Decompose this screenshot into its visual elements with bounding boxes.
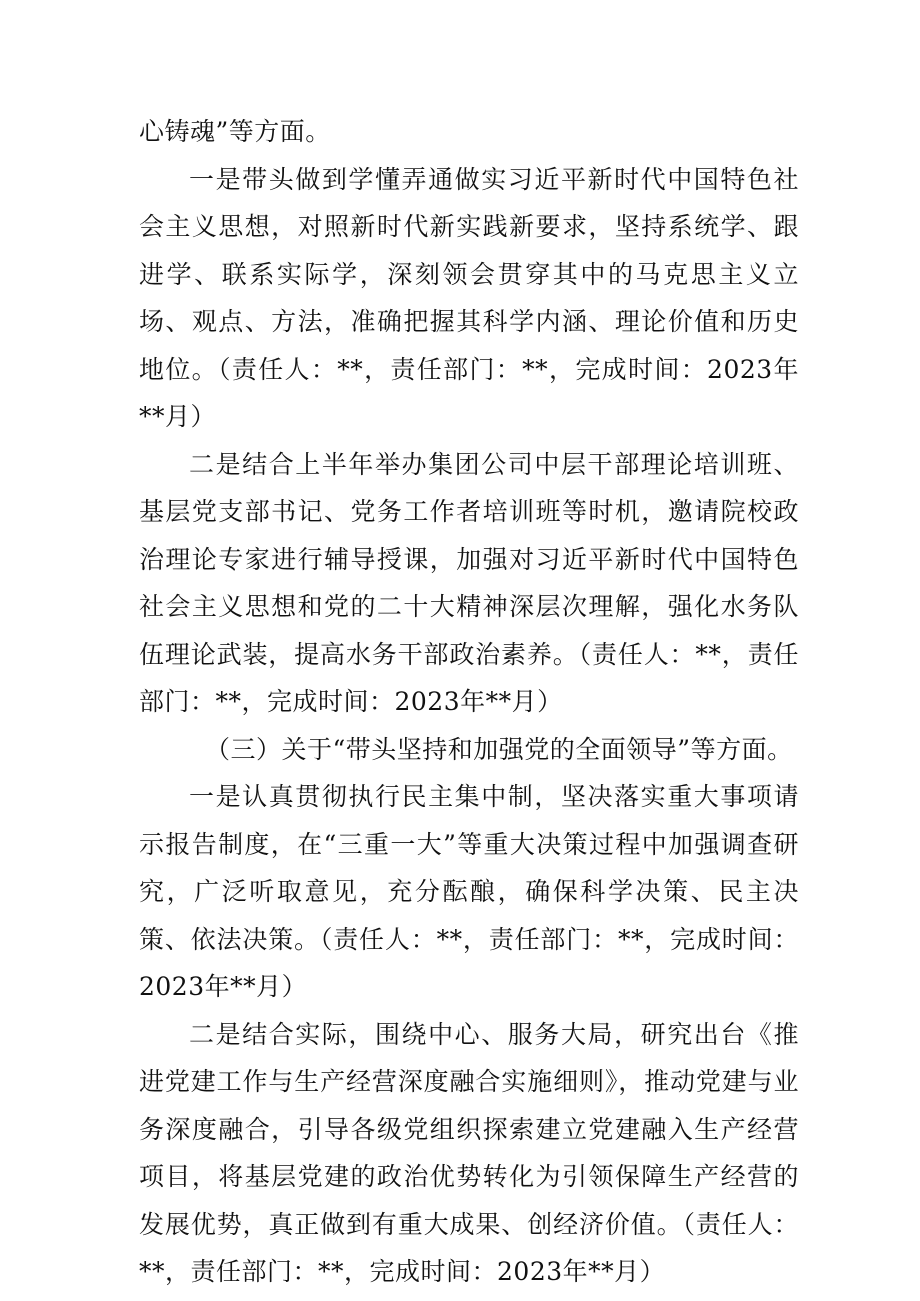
paragraph-item-1: 一是带头做到学懂弄通做实习近平新时代中国特色社会主义思想，对照新时代新实践新要求，坚持系统学、跟进学、联系实际学，深刻领会贯穿其中的马克思主义立场、观点、方法，准确把握其科学内涵、理论价值和历史地位。（责任人：**，责任部门：**，完成时间：2023年**月）	[139, 164, 799, 431]
section-heading-3: （三）关于“带头坚持和加强党的全面领导”等方面。	[205, 734, 793, 764]
document-body	[139, 108, 799, 1296]
paragraph-item-2: 二是结合上半年举办集团公司中层干部理论培训班、基层党支部书记、党务工作者培训班等时机，邀请院校政治理论专家进行辅导授课，加强对习近平新时代中国特色社会主义思想和党的二十大精神深层次理解，强化水务队伍理论武装，提高水务干部政治素养。（责任人：**，责任部门：**，完成时间：2023年**月）	[139, 449, 799, 716]
paragraph-continuation: 心铸魂”等方面。	[139, 117, 331, 146]
paragraph-item-3: 一是认真贯彻执行民主集中制，坚决落实重大事项请示报告制度，在“三重一大”等重大决策过程中加强调查研究，广泛听取意见，充分酝酿，确保科学决策、民主决策、依法决策。（责任人：**，责任部门：**，完成时间：2023年**月）	[139, 782, 799, 1001]
paragraph-item-4: 二是结合实际，围绕中心、服务大局，研究出台《推进党建工作与生产经营深度融合实施细则》，推动党建与业务深度融合，引导各级党组织探索建立党建融入生产经营项目，将基层党建的政治优势转化为引领保障生产经营的发展优势，真正做到有重大成果、创经济价值。（责任人：**，责任部门：**，完成时间：2023年**月）	[139, 1019, 799, 1286]
